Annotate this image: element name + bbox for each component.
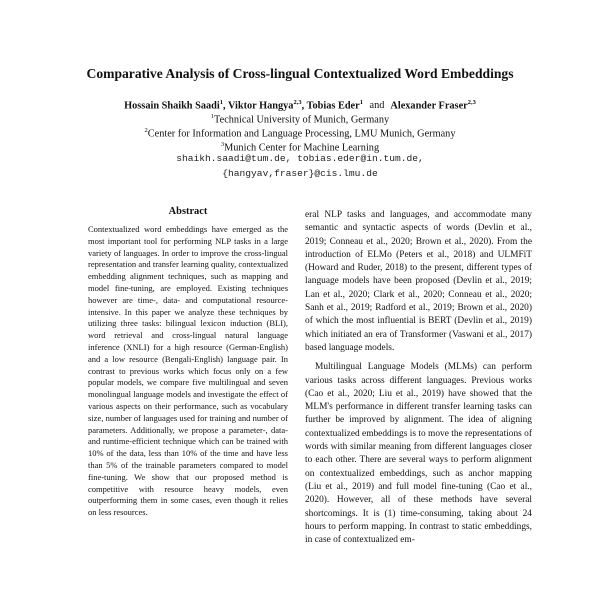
author-conjunction: and xyxy=(369,100,385,112)
author-affil-mark: 1 xyxy=(359,99,363,106)
email-line: {hangyav,fraser}@cis.lmu.de xyxy=(222,168,378,179)
author-name: Tobias Eder xyxy=(306,100,360,112)
affiliation-text: Center for Information and Language Processing, LMU Munich, Germany xyxy=(147,128,456,140)
affiliation-mark: 3 xyxy=(220,141,225,148)
author-affil-mark: 1 xyxy=(219,99,223,106)
author-affil-mark: 2,3 xyxy=(467,99,476,106)
author-affil-mark: 2,3 xyxy=(293,99,302,106)
email-line: shaikh.saadi@tum.de, tobias.eder@in.tum.de, xyxy=(176,153,424,164)
affiliation-text: Technical University of Munich, Germany xyxy=(214,114,390,126)
author-name: Viktor Hangya xyxy=(227,100,294,112)
affiliation-mark: 1 xyxy=(210,113,215,120)
author-name: Hossain Shaikh Saadi xyxy=(124,100,220,112)
body-paragraph: Multilingual Language Models (MLMs) can perform various tasks across different languages. Previous works (Cao et al., 2020; Liu et al., 2019) have showed that the MLM's performance in different transfer learning tasks can further be improved by alignment. The idea of aligning contextualized embeddings is to move the representations of words with similar meaning from different languages closer to each other. There are several ways to perform alignment on contextualized embeddings, such as anchor mapping (Liu et al., 2019) and full model fine-tuning (Cao et al., 2020). However, all of these methods have several shortcomings. It is (1) time-consuming, taking about 24 hours to perform mapping. In contrast to static embeddings, in case of contextualized em- xyxy=(305,362,532,546)
abstract-heading: Abstract xyxy=(168,206,208,217)
paper-title: Comparative Analysis of Cross-lingual Contextualized Word Embeddings xyxy=(86,66,514,81)
body-column xyxy=(305,209,532,547)
author-line: Hossain Shaikh Saadi$^1$, Viktor Hangya$^{2,3}$, Tobias Eder$^1$ and Alexander Fraser$^{2,3}$ xyxy=(124,99,476,112)
affiliation-text: Munich Center for Machine Learning xyxy=(224,142,380,154)
author-name: Alexander Fraser xyxy=(390,100,468,112)
affiliation-mark: 2 xyxy=(144,127,148,134)
abstract-text: Contextualized word embeddings have emerged as the most important tool for performing NLP tasks in a large variety of languages. In order to improve the cross-lingual representation and transfer learning quality, contextualized embedding alignment techniques, such as mapping and model fine-tuning, are employed. Existing techniques however are time-, data- and computational resource-intensive. In this paper we analyze these techniques by utilizing three tasks: bilingual lexicon induction (BLI), word retrieval and cross-lingual natural language inference (XNLI) for a high resource (German-English) and a low resource (Bengali-English) language pair. In contrast to previous works which focus only on a few popular models, we compare five multilingual and seven monolingual language models and investigate the effect of various aspects on their performance, such as vocabulary size, number of languages used for training and number of parameters. Additionally, we propose a parameter-, data- and runtime-efficient technique which can be trained with 10% of the data, less than 10% of the time and have less than 5% of the trainable parameters compared to model fine-tuning. We show that our proposed method is competitive with resource heavy models, even outperforming them in some cases, even though it relies on less resources. xyxy=(88,224,288,518)
body-paragraph: eral NLP tasks and languages, and accommodate many semantic and syntactic aspects of words (Devlin et al., 2019; Conneau et al., 2020; Brown et al., 2020). From the introduction of ELMo (Peters et al., 2018) and ULMFiT (Howard and Ruder, 2018) to the present, different types of language models have been proposed (Devlin et al., 2019; Lan et al., 2020; Clark et al., 2020; Conneau et al., 2020; Sanh et al., 2019; Radford et al., 2019; Brown et al., 2020) of which the most influential is BERT (Devlin et al., 2019) which initiated an era of Transformer (Vaswani et al., 2017) based language models. xyxy=(305,210,532,353)
